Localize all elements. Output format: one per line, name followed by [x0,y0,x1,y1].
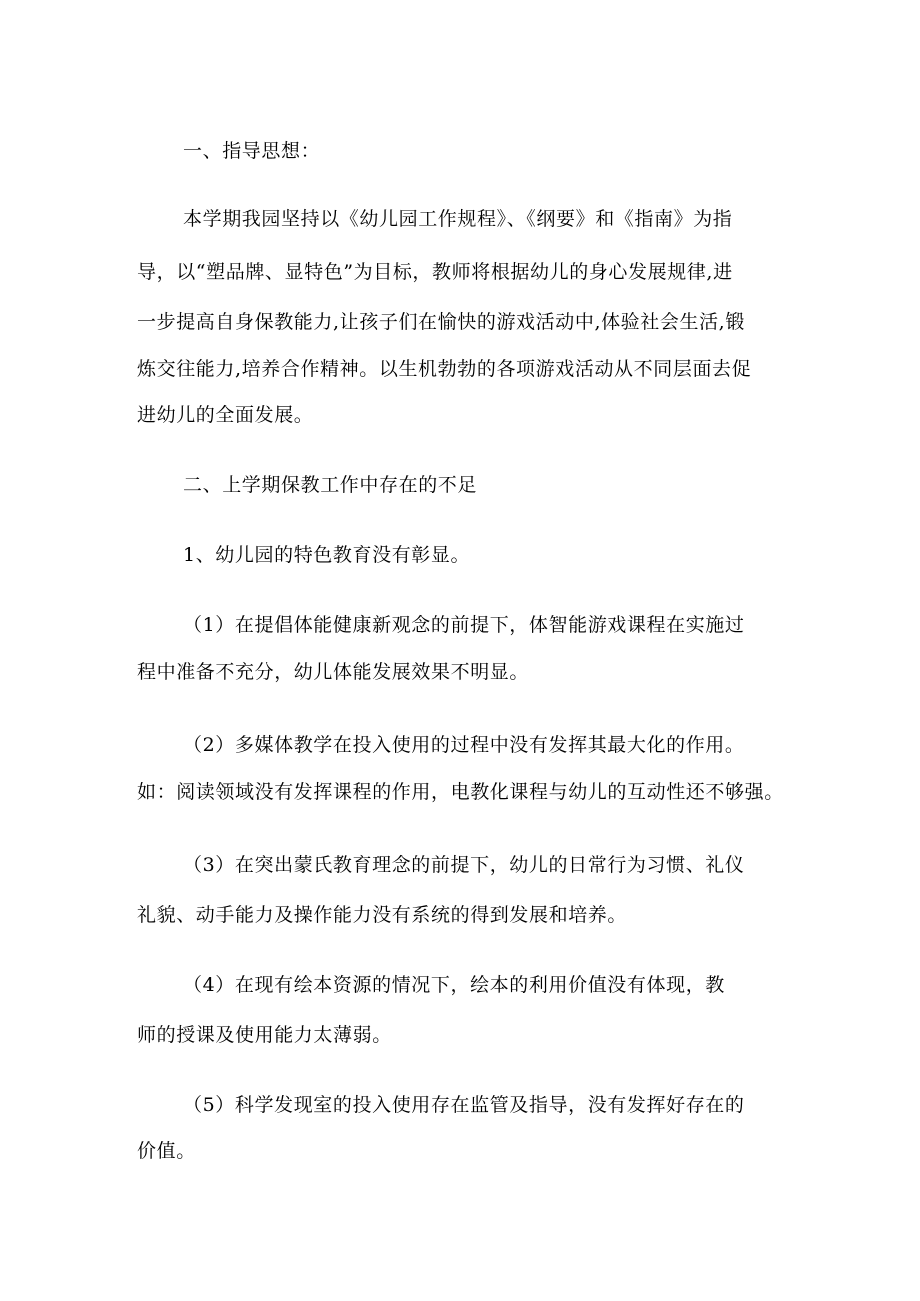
list-item-line: （1）在提倡体能健康新观念的前提下，体智能游戏课程在实施过 [183,614,745,636]
paragraph-line: 进幼儿的全面发展。 [137,404,314,426]
paragraph-line: 导，以“塑品牌、显特色”为目标，教师将根据幼儿的身心发展规律,进 [137,261,733,283]
list-item-line: （5）科学发现室的投入使用存在监管及指导，没有发挥好存在的 [183,1094,745,1116]
list-item-line: 价值。 [137,1140,196,1162]
list-item-line: （2）多媒体教学在投入使用的过程中没有发挥其最大化的作用。 [183,734,745,756]
section-heading-shortcomings: 二、上学期保教工作中存在的不足 [183,474,478,496]
list-item-line: 礼貌、动手能力及操作能力没有系统的得到发展和培养。 [137,904,628,926]
paragraph-line: 本学期我园坚持以《幼儿园工作规程》、《纲要》和《指南》为指 [183,208,733,230]
paragraph-line: 一步提高自身保教能力,让孩子们在愉快的游戏活动中,体验社会生活,锻 [137,311,745,333]
list-item-line: （4）在现有绘本资源的情况下，绘本的利用价值没有体现，教 [183,974,725,996]
list-item-line: 程中准备不充分，幼儿体能发展效果不明显。 [137,661,530,683]
list-item-line: 如：阅读领域没有发挥课程的作用，电教化课程与幼儿的互动性还不够强。 [137,781,784,803]
subheading-feature-education: 1、幼儿园的特色教育没有彰显。 [183,544,471,566]
paragraph-line: 炼交往能力,培养合作精神。以生机勃勃的各项游戏活动从不同层面去促 [137,358,752,380]
list-item-line: （3）在突出蒙氏教育理念的前提下，幼儿的日常行为习惯、礼仪 [183,854,745,876]
list-item-line: 师的授课及使用能力太薄弱。 [137,1024,392,1046]
section-heading-guiding-thought: 一、指导思想： [183,140,321,162]
